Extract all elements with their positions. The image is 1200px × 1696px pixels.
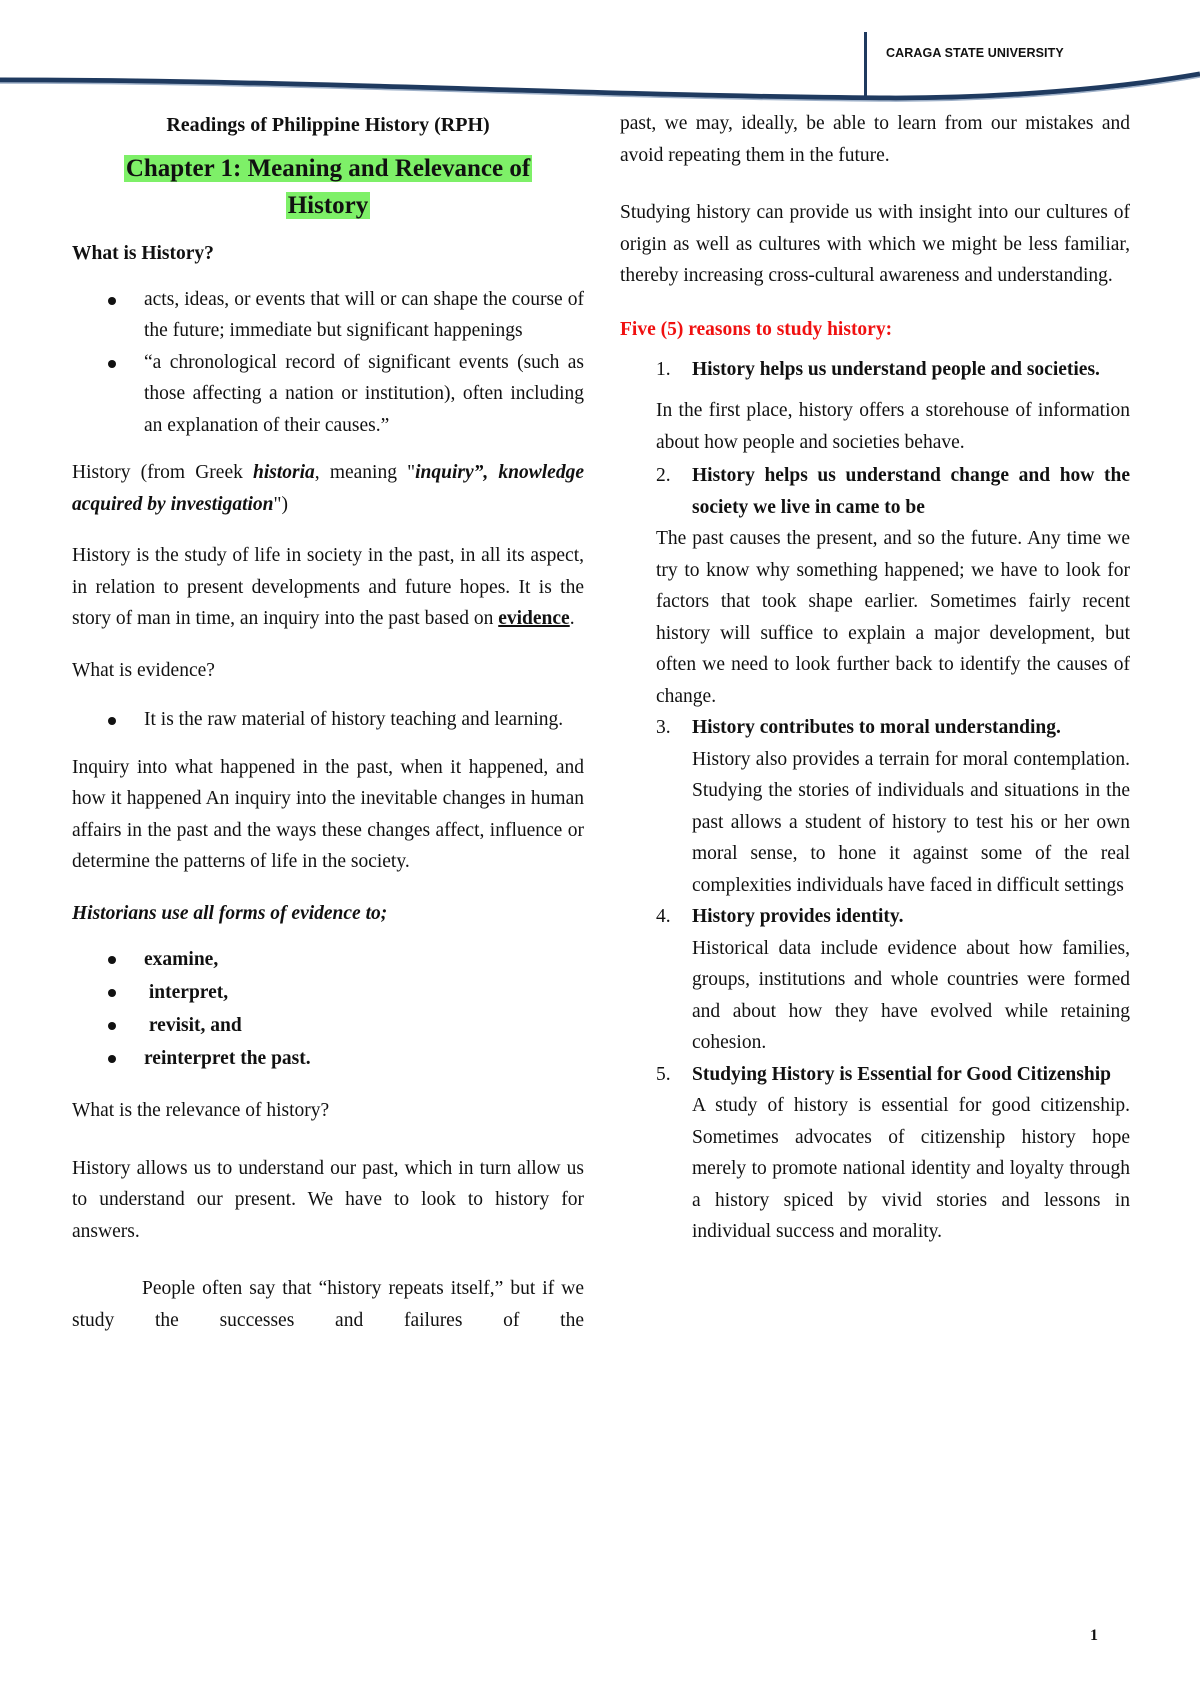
reason-body: Historical data include evidence about how families, groups, institutions and whole countries were formed and about how they have evolved while retaining cohesion. — [692, 937, 1130, 1053]
etymology-meaning: inquiry”, knowledge acquired by investigation — [72, 462, 584, 515]
reasons-heading: Five (5) reasons to study history: — [620, 318, 893, 340]
list-item: revisit, and — [72, 1009, 584, 1042]
reason-item-2 — [620, 460, 1130, 712]
list-item: examine, — [72, 943, 584, 976]
left-column — [72, 108, 584, 1356]
reason-number: 3. — [656, 717, 671, 738]
evidence-emphasis: evidence — [498, 608, 570, 629]
history-definition-list — [72, 284, 584, 442]
list-item: interpret, — [72, 976, 584, 1009]
reason-item-3 — [620, 712, 1130, 901]
reason-title: History helps us understand change and how the society we live in came to be — [692, 465, 1130, 518]
chapter-title-line2: History — [287, 192, 369, 219]
insight-paragraph: Studying history can provide us with insight into our cultures of origin as well as cultures with which we might be less familiar, thereby increasing cross-cultural awareness and understanding. — [620, 202, 1130, 286]
list-item: reinterpret the past. — [72, 1042, 584, 1075]
reason-number: 1. — [656, 359, 671, 380]
study-paragraph — [72, 540, 584, 635]
study-text-end: . — [569, 608, 575, 629]
reason-title: History contributes to moral understanding. — [692, 717, 1061, 738]
list-item: “a chronological record of significant events (such as those affecting a nation or institution), often including an explanation of their causes.” — [72, 347, 584, 442]
reason-item-1 — [620, 351, 1130, 458]
list-item: It is the raw material of history teaching and learning. — [72, 704, 584, 736]
reason-body: A study of history is essential for good citizenship. Sometimes advocates of citizenship history hope merely to promote national identity and loyalty through a history spiced by vivid stories and lessons in individual success and morality. — [692, 1095, 1130, 1242]
reasons-list — [620, 351, 1130, 1248]
study-text: History is the study of life in society in the past, in all its aspect, in relation to present developments and future hopes. It is the story of man in time, an inquiry into the past based on — [72, 545, 584, 629]
evidence-list — [72, 704, 584, 736]
relevance-heading: What is the relevance of history? — [72, 1100, 330, 1121]
reason-title: History provides identity. — [692, 906, 904, 927]
historians-heading-text: Historians use all forms of evidence to; — [72, 902, 388, 924]
etymology-text: History (from Greek — [72, 462, 254, 483]
right-column — [620, 108, 1130, 1248]
etymology-text: , meaning " — [314, 462, 416, 483]
reason-body: In the first place, history offers a storehouse of information about how people and societies behave. — [656, 400, 1130, 453]
reason-number: 2. — [656, 465, 671, 486]
etymology-term: historia — [253, 462, 315, 483]
what-is-history-heading: What is History? — [72, 243, 214, 264]
reason-number: 4. — [656, 906, 671, 927]
repeats-paragraph-end: past, we may, ideally, be able to learn from our mistakes and avoid repeating them in the future. — [620, 113, 1130, 166]
inquiry-paragraph: Inquiry into what happened in the past, when it happened, and how it happened An inquiry into the inevitable changes in human affairs in the past and the ways these changes affect, influence or determine the patterns of life in the society. — [72, 756, 584, 872]
list-item: acts, ideas, or events that will or can shape the course of the future; immediate but significant happenings — [72, 284, 584, 347]
historians-list — [72, 943, 584, 1075]
etymology-paragraph — [72, 457, 584, 520]
reason-title: History helps us understand people and societies. — [692, 359, 1100, 380]
header-swoosh-decoration — [0, 70, 1200, 110]
reason-body: The past causes the present, and so the future. Any time we try to know why something happened; we have to look for factors that took shape earlier. Sometimes fairly recent history will suffice to explain a major development, but often we need to look further back to identify the causes of change. — [656, 528, 1130, 707]
reason-title: Studying History is Essential for Good Citizenship — [692, 1063, 1111, 1085]
chapter-title — [72, 150, 584, 224]
document-title: Readings of Philippine History (RPH) — [166, 114, 490, 136]
university-name: CARAGA STATE UNIVERSITY — [886, 46, 1064, 60]
reason-number: 5. — [656, 1063, 671, 1085]
etymology-text: ") — [273, 493, 288, 515]
reason-item-4 — [620, 901, 1130, 1059]
what-is-evidence-heading: What is evidence? — [72, 659, 215, 681]
historians-heading — [72, 898, 584, 930]
relevance-paragraph: History allows us to understand our past, which in turn allow us to understand our present. We have to look to history for answers. — [72, 1157, 584, 1242]
chapter-title-line1: Chapter 1: Meaning and Relevance of — [125, 155, 531, 182]
reason-item-5 — [620, 1059, 1130, 1248]
repeats-paragraph-start: People often say that “history repeats itself,” but if we study the successes and failures of the — [72, 1278, 584, 1331]
page-number: 1 — [1090, 1627, 1098, 1644]
reason-body: History also provides a terrain for moral contemplation. Studying the stories of individuals and situations in the past allows a student of history to test his or her own moral sense, to hone it against some of the real complexities individuals have faced in difficult settings — [692, 748, 1130, 896]
